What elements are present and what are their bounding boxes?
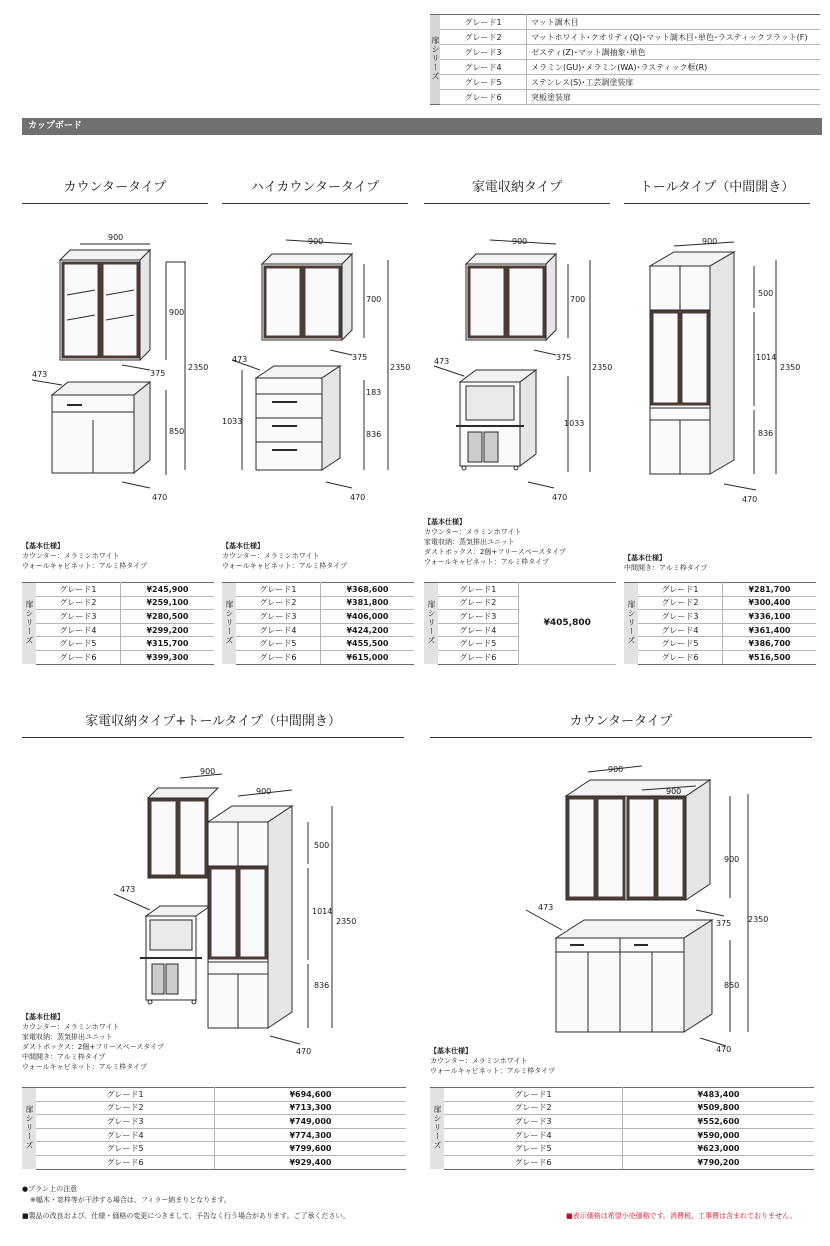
dim-counter-depth: 473 xyxy=(434,357,450,366)
spec-combo xyxy=(22,1012,164,1072)
grade-label: グレード3 xyxy=(638,610,722,624)
price-side-label: 扉シリーズ xyxy=(430,1088,444,1170)
grade-label: グレード4 xyxy=(36,1128,215,1142)
spec-line: 家電収納：蒸気排出ユニット xyxy=(22,1033,113,1041)
dim-total-height: 2350 xyxy=(390,363,411,372)
dim-counter-depth: 473 xyxy=(232,355,248,364)
spec-line: カウンター：メラミンホワイト xyxy=(22,552,120,560)
grade-label: グレード1 xyxy=(236,583,320,597)
dim-counter-depth: 473 xyxy=(538,903,554,912)
price-table-tall xyxy=(624,582,816,665)
grade-label: グレード2 xyxy=(638,596,722,610)
dim-side-height: 1033 xyxy=(222,417,243,426)
dim-total-height: 2350 xyxy=(780,363,801,372)
price-side-label: 扉シリーズ xyxy=(222,583,236,665)
price-table-counter-double xyxy=(430,1087,814,1170)
title-tall: トールタイプ（中間開き） xyxy=(624,176,810,204)
grade-label: グレード2 xyxy=(444,1101,623,1115)
price-value: ¥615,000 xyxy=(320,650,414,664)
spec-line: ウォールキャビネット：アルミ枠タイプ xyxy=(22,562,147,570)
grade-label: グレード4 xyxy=(638,623,722,637)
price-value: ¥281,700 xyxy=(722,583,816,597)
price-value: ¥623,000 xyxy=(623,1142,815,1156)
dim-upper-height: 900 xyxy=(724,855,740,864)
title-counter: カウンタータイプ xyxy=(22,176,208,204)
grade-label: グレード6 xyxy=(444,1155,623,1169)
dim-lower-height: 850 xyxy=(169,427,185,436)
spec-line: ウォールキャビネット：アルミ枠タイプ xyxy=(424,558,549,566)
grade-label: グレード5 xyxy=(36,1142,215,1156)
counter-double-drawing xyxy=(520,760,800,1060)
grade-label: グレード3 xyxy=(438,610,518,624)
dim-lower-height: 1033 xyxy=(564,419,585,428)
spec-line: カウンター：メラミンホワイト xyxy=(222,552,320,560)
grade-label: グレード1 xyxy=(36,1088,215,1102)
spec-line: ダストボックス：2個+フリースペースタイプ xyxy=(22,1043,164,1051)
dim-width-left: 900 xyxy=(608,765,624,774)
legend-grade: グレード2 xyxy=(440,30,527,45)
dim-lower-depth: 470 xyxy=(716,1045,732,1054)
dim-lower-depth: 470 xyxy=(552,493,568,502)
price-value: ¥368,600 xyxy=(320,583,414,597)
title-counter-double: カウンタータイプ xyxy=(430,710,812,738)
price-value: ¥790,200 xyxy=(623,1155,815,1169)
spec-counter xyxy=(22,541,147,571)
legend-desc: 突板塗装扉 xyxy=(527,90,821,105)
dim-total-height: 2350 xyxy=(336,917,357,926)
grade-label: グレード4 xyxy=(36,623,120,637)
legend-grade: グレード4 xyxy=(440,60,527,75)
dim-top-height: 500 xyxy=(758,289,774,298)
price-value: ¥386,700 xyxy=(722,637,816,651)
spec-line: カウンター：メラミンホワイト xyxy=(22,1023,120,1031)
spec-high-counter xyxy=(222,541,347,571)
grade-label: グレード6 xyxy=(236,650,320,664)
grade-label: グレード3 xyxy=(444,1115,623,1129)
spec-line: ウォールキャビネット：アルミ枠タイプ xyxy=(430,1067,555,1075)
grade-label: グレード4 xyxy=(444,1128,623,1142)
dim-bottom-height: 836 xyxy=(314,981,330,990)
legend-desc: マット調木目 xyxy=(527,15,821,30)
appliance-drawing xyxy=(424,220,624,510)
dim-top-height: 500 xyxy=(314,841,330,850)
grade-label: グレード2 xyxy=(236,596,320,610)
dim-mid-height: 1014 xyxy=(756,353,777,362)
grade-label: グレード3 xyxy=(36,610,120,624)
dim-upper-height: 900 xyxy=(169,308,185,317)
price-side-label: 扉シリーズ xyxy=(22,583,36,665)
dim-upper-height: 700 xyxy=(366,295,382,304)
dim-upper-height: 700 xyxy=(570,295,586,304)
spec-appliance xyxy=(424,517,566,567)
legend-grade: グレード3 xyxy=(440,45,527,60)
price-value: ¥315,700 xyxy=(120,637,214,651)
price-table-appliance xyxy=(424,582,616,665)
price-value: ¥299,200 xyxy=(120,623,214,637)
spec-heading: 【基本仕様】 xyxy=(222,542,264,550)
dim-lower-height: 850 xyxy=(724,981,740,990)
price-table-combo xyxy=(22,1087,406,1170)
spec-heading: 【基本仕様】 xyxy=(424,518,466,526)
price-value: ¥713,300 xyxy=(215,1101,407,1115)
dim-total-height: 2350 xyxy=(748,915,769,924)
spec-heading: 【基本仕様】 xyxy=(22,1013,64,1021)
grade-label: グレード2 xyxy=(36,1101,215,1115)
notes-line: ※幅木・窓枠等が干渉する場合は、フィラー納まりとなります。 xyxy=(30,1196,231,1204)
legend-side-label: 扉シリーズ xyxy=(430,15,440,105)
price-disclaimer: ■表示価格は希望小売価格です。消費税、工事費は含まれておりません。 xyxy=(566,1212,797,1220)
grade-label: グレード6 xyxy=(36,1155,215,1169)
legend-desc: ステンレス(S)･工芸調塗装扉 xyxy=(527,75,821,90)
grade-label: グレード1 xyxy=(36,583,120,597)
high-counter-drawing xyxy=(222,220,422,510)
price-value: ¥516,500 xyxy=(722,650,816,664)
title-high-counter: ハイカウンタータイプ xyxy=(222,176,408,204)
grade-label: グレード4 xyxy=(438,623,518,637)
price-value: ¥590,000 xyxy=(623,1128,815,1142)
dim-upper-depth: 375 xyxy=(556,353,572,362)
dim-total-height: 2350 xyxy=(592,363,613,372)
grade-label: グレード5 xyxy=(444,1142,623,1156)
spec-line: ウォールキャビネット：アルミ枠タイプ xyxy=(222,562,347,570)
tall-drawing xyxy=(624,220,824,510)
section-title-bar: カップボード xyxy=(22,118,822,135)
grade-label: グレード3 xyxy=(236,610,320,624)
price-value: ¥399,300 xyxy=(120,650,214,664)
price-value: ¥361,400 xyxy=(722,623,816,637)
door-series-legend xyxy=(430,14,820,105)
dim-width: 900 xyxy=(702,237,718,246)
dim-lower-height: 836 xyxy=(366,430,382,439)
spec-line: 家電収納：蒸気排出ユニット xyxy=(424,538,515,546)
dim-lower-depth: 470 xyxy=(742,495,758,504)
grade-label: グレード3 xyxy=(36,1115,215,1129)
grade-label: グレード2 xyxy=(36,596,120,610)
dim-total-height: 2350 xyxy=(188,363,209,372)
spec-heading: 【基本仕様】 xyxy=(22,542,64,550)
grade-label: グレード5 xyxy=(438,637,518,651)
dim-gap-height: 183 xyxy=(366,388,382,397)
grade-label: グレード1 xyxy=(444,1088,623,1102)
spec-counter-double xyxy=(430,1046,555,1076)
price-value: ¥774,300 xyxy=(215,1128,407,1142)
price-side-label: 扉シリーズ xyxy=(22,1088,36,1170)
spec-line: ダストボックス：2個+フリースペースタイプ xyxy=(424,548,566,556)
dim-lower-depth: 470 xyxy=(350,493,366,502)
grade-label: グレード6 xyxy=(36,650,120,664)
legend-grade: グレード5 xyxy=(440,75,527,90)
spec-tall xyxy=(624,553,707,573)
legend-desc: マットホワイト･クオリティ(Q)･マット調木目･単色･ラスティックフラット(F) xyxy=(527,30,821,45)
dim-upper-depth: 375 xyxy=(716,919,732,928)
title-appliance: 家電収納タイプ xyxy=(424,176,610,204)
dim-lower-depth: 470 xyxy=(296,1047,312,1056)
price-value: ¥405,800 xyxy=(518,583,616,665)
title-combo: 家電収納タイプ+トールタイプ（中間開き） xyxy=(22,710,404,738)
price-side-label: 扉シリーズ xyxy=(424,583,438,665)
spec-line: カウンター：メラミンホワイト xyxy=(430,1057,528,1065)
grade-label: グレード4 xyxy=(236,623,320,637)
grade-label: グレード6 xyxy=(438,650,518,664)
dim-width-right: 900 xyxy=(666,787,682,796)
grade-label: グレード1 xyxy=(438,583,518,597)
price-value: ¥552,600 xyxy=(623,1115,815,1129)
grade-label: グレード1 xyxy=(638,583,722,597)
price-value: ¥424,200 xyxy=(320,623,414,637)
dim-width-left: 900 xyxy=(200,767,216,776)
price-table-high-counter xyxy=(222,582,414,665)
price-value: ¥406,000 xyxy=(320,610,414,624)
price-value: ¥336,100 xyxy=(722,610,816,624)
grade-label: グレード6 xyxy=(638,650,722,664)
spec-line: カウンター：メラミンホワイト xyxy=(424,528,522,536)
dim-width: 900 xyxy=(512,237,528,246)
dim-width: 900 xyxy=(108,233,124,242)
dim-lower-depth: 470 xyxy=(152,493,168,502)
price-value: ¥280,500 xyxy=(120,610,214,624)
price-value: ¥300,400 xyxy=(722,596,816,610)
dim-upper-depth: 375 xyxy=(352,353,368,362)
price-value: ¥749,000 xyxy=(215,1115,407,1129)
dim-bottom-height: 836 xyxy=(758,429,774,438)
price-table-counter xyxy=(22,582,214,665)
price-value: ¥694,600 xyxy=(215,1088,407,1102)
price-side-label: 扉シリーズ xyxy=(624,583,638,665)
grade-label: グレード5 xyxy=(36,637,120,651)
counter-drawing xyxy=(22,220,222,510)
grade-label: グレード5 xyxy=(236,637,320,651)
price-value: ¥245,900 xyxy=(120,583,214,597)
notes-line: ■製品の改良および、仕様・価格の変更につきまして、予告なく行う場合があります。ご了承ください。 xyxy=(22,1212,350,1220)
notes-heading: ●プラン上の注意 xyxy=(22,1185,78,1193)
price-value: ¥799,600 xyxy=(215,1142,407,1156)
spec-line: ウォールキャビネット：アルミ枠タイプ xyxy=(22,1063,147,1071)
price-value: ¥929,400 xyxy=(215,1155,407,1169)
price-value: ¥259,100 xyxy=(120,596,214,610)
spec-line: 中間開き：アルミ枠タイプ xyxy=(624,564,708,572)
spec-heading: 【基本仕様】 xyxy=(624,554,666,562)
dim-mid-height: 1014 xyxy=(312,907,333,916)
plan-notes xyxy=(22,1184,350,1222)
dim-counter-depth: 473 xyxy=(120,885,136,894)
legend-desc: メラミン(GU)･メラミン(WA)･ラスティック框(R) xyxy=(527,60,821,75)
spec-line: 中間開き：アルミ枠タイプ xyxy=(22,1053,106,1061)
price-value: ¥381,800 xyxy=(320,596,414,610)
price-value: ¥509,800 xyxy=(623,1101,815,1115)
price-value: ¥455,500 xyxy=(320,637,414,651)
dim-width: 900 xyxy=(308,237,324,246)
dim-upper-depth: 375 xyxy=(150,369,166,378)
grade-label: グレード2 xyxy=(438,596,518,610)
legend-grade: グレード1 xyxy=(440,15,527,30)
legend-grade: グレード6 xyxy=(440,90,527,105)
dim-counter-depth: 473 xyxy=(32,370,48,379)
grade-label: グレード5 xyxy=(638,637,722,651)
dim-width-right: 900 xyxy=(256,787,272,796)
legend-desc: ゼスティ(Z)･マット調抽象･単色 xyxy=(527,45,821,60)
price-value: ¥483,400 xyxy=(623,1088,815,1102)
spec-heading: 【基本仕様】 xyxy=(430,1047,472,1055)
